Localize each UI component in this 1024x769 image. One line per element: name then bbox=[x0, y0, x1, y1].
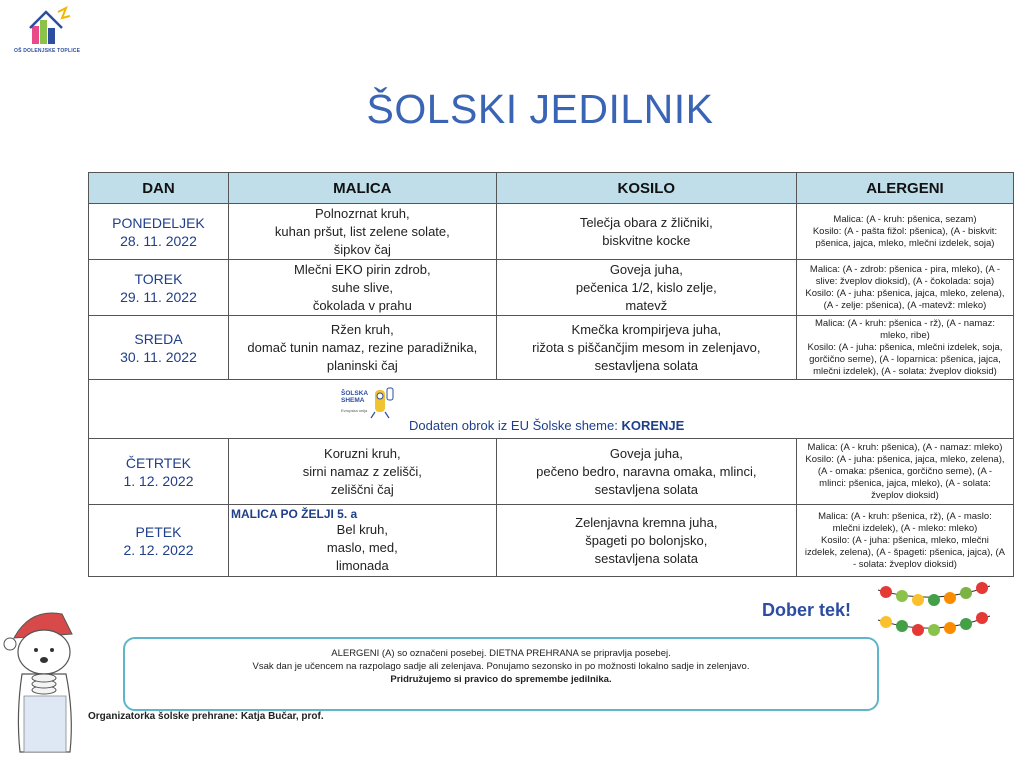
day-name: ČETRTEK bbox=[125, 454, 192, 471]
table-row bbox=[89, 439, 1014, 505]
school-scheme-cell bbox=[89, 380, 1014, 439]
meal-line: suhe slive, bbox=[331, 279, 394, 295]
logo-caption: OŠ DOLENJSKE TOPLICE bbox=[14, 48, 81, 54]
school-scheme-logo-sub: Evropska unija bbox=[341, 408, 368, 413]
notice-line-2: Vsak dan je učencem na razpolago sadje ali zelenjava. Ponujamo sezonsko in po možnosti lokalno sadje in zelenjavo. bbox=[252, 661, 750, 672]
meal-line: planinski čaj bbox=[326, 357, 398, 373]
day-cell bbox=[89, 316, 229, 380]
day-name: PONEDELJEK bbox=[112, 214, 205, 231]
alergeni-cell bbox=[796, 439, 1013, 505]
meal-line: rižota s piščančjim mesom in zelenjavo, bbox=[532, 339, 761, 355]
allergen-line: Kosilo: (A - juha: pšenica, mleko, mlečni bbox=[821, 534, 989, 546]
meal-line: čokolada v prahu bbox=[312, 297, 412, 313]
allergen-line: Kosilo: (A - pašta fižol: pšenica), (A - biskvit: bbox=[812, 225, 998, 237]
header-alergeni: ALERGENI bbox=[796, 173, 1013, 204]
allergen-line: mleko, ribe) bbox=[880, 329, 930, 341]
header-dan: DAN bbox=[89, 173, 229, 204]
day-name: TOREK bbox=[134, 270, 183, 287]
notice-box bbox=[123, 637, 879, 711]
malica-cell bbox=[228, 260, 496, 316]
meal-line: sirni namaz z zelišči, bbox=[302, 463, 422, 479]
day-cell bbox=[89, 439, 229, 505]
allergen-line: gorčično seme), (A - loparnica: pšenica, jajca, bbox=[809, 353, 1001, 365]
allergen-line: Kosilo: (A - juha: pšenica, mlečni izdelek, soja, bbox=[807, 341, 1003, 353]
meal-line: Bel kruh, bbox=[336, 521, 388, 537]
table-row bbox=[89, 316, 1014, 380]
school-scheme-label: Dodaten obrok iz EU Šolske sheme: bbox=[409, 418, 622, 433]
header-malica: MALICA bbox=[228, 173, 496, 204]
malica-wish-title: MALICA PO ŽELJI 5. a bbox=[230, 506, 358, 521]
bear-mascot-icon bbox=[0, 604, 92, 764]
allergen-line: mlinci: pšenica, jajca, mleko), (A - solata: bbox=[819, 477, 991, 489]
allergen-line: Malica: (A - kruh: pšenica, sezam) bbox=[833, 213, 977, 225]
allergen-line: - solata: žveplov dioksid) bbox=[852, 558, 957, 570]
alergeni-cell bbox=[796, 260, 1013, 316]
meal-line: sestavljena solata bbox=[594, 550, 698, 566]
allergen-line: Kosilo: (A - juha: pšenica, jajca, mleko, zelena), bbox=[805, 287, 1005, 299]
allergen-line: izdelek, zelena), (A - špageti: pšenica, jajca), (A bbox=[804, 546, 1006, 558]
meal-line: kuhan pršut, list zelene solate, bbox=[274, 223, 450, 239]
allergen-line: Malica: (A - kruh: pšenica - rž), (A - namaz: bbox=[814, 317, 995, 329]
allergen-line: mlečni izdelek), (A - solata: žveplov dioksid) bbox=[813, 365, 997, 377]
meal-line: Goveja juha, bbox=[609, 445, 683, 461]
meal-line: biskvitne kocke bbox=[602, 232, 691, 248]
day-date: 30. 11. 2022 bbox=[120, 348, 197, 365]
allergen-line: Malica: (A - kruh: pšenica), (A - namaz: mleko) bbox=[807, 441, 1003, 453]
alergeni-cell bbox=[796, 204, 1013, 260]
meal-line: špageti po bolonjsko, bbox=[585, 532, 708, 548]
day-cell bbox=[89, 204, 229, 260]
meal-line: Polnozrnat kruh, bbox=[314, 205, 410, 221]
allergen-line: slive: žveplov dioksid), (A - čokolada: soja) bbox=[815, 275, 995, 287]
malica-cell bbox=[228, 316, 496, 380]
meal-line: pečeno bedro, naravna omaka, mlinci, bbox=[536, 463, 757, 479]
meal-line: šipkov čaj bbox=[333, 241, 391, 257]
meal-line: Goveja juha, bbox=[609, 261, 683, 277]
school-scheme-highlight: KORENJE bbox=[621, 418, 685, 433]
vegetables-garland-icon bbox=[874, 576, 994, 646]
meal-line: sestavljena solata bbox=[594, 357, 698, 373]
notice-line-3: Pridružujemo si pravico do spremembe jedilnika. bbox=[390, 674, 612, 685]
meal-line: matevž bbox=[625, 297, 668, 313]
notice-line-1: ALERGENI (A) so označeni posebej. DIETNA PREHRANA se pripravlja posebej. bbox=[331, 648, 671, 659]
meal-line: Kmečka krompirjeva juha, bbox=[571, 321, 722, 337]
allergen-line: Malica: (A - kruh: pšenica, rž), (A - maslo: bbox=[818, 510, 992, 522]
kosilo-cell bbox=[496, 260, 796, 316]
alergeni-cell bbox=[796, 505, 1013, 577]
header-kosilo: KOSILO bbox=[496, 173, 796, 204]
meal-line: zeliščni čaj bbox=[330, 481, 394, 497]
school-scheme-text bbox=[409, 418, 684, 433]
kosilo-cell bbox=[496, 439, 796, 505]
table-row bbox=[89, 260, 1014, 316]
menu-table bbox=[88, 172, 1014, 577]
table-row bbox=[89, 204, 1014, 260]
meal-line: domač tunin namaz, rezine paradižnika, bbox=[247, 339, 478, 355]
allergen-line: pšenica, jajca, mleko, mlečni izdelek, soja) bbox=[815, 237, 995, 249]
meal-line: limonada bbox=[335, 557, 389, 573]
allergen-line: žveplov dioksid) bbox=[871, 489, 939, 501]
alergeni-cell bbox=[796, 316, 1013, 380]
meal-line: Koruzni kruh, bbox=[324, 445, 401, 461]
day-date: 2. 12. 2022 bbox=[123, 541, 194, 558]
day-date: 28. 11. 2022 bbox=[120, 232, 197, 249]
meal-line: pečenica 1/2, kislo zelje, bbox=[575, 279, 717, 295]
allergen-line: mlečni izdelek), (A - mleko: mleko) bbox=[832, 522, 978, 534]
meal-line: sestavljena solata bbox=[594, 481, 698, 497]
dober-tek-text: Dober tek! bbox=[762, 600, 852, 620]
allergen-line: (A - omaka: pšenica, gorčično seme), (A - bbox=[817, 465, 993, 477]
day-date: 1. 12. 2022 bbox=[123, 472, 194, 489]
meal-line: maslo, med, bbox=[326, 539, 398, 555]
organizer-text: Organizatorka šolske prehrane: Katja Bučar, prof. bbox=[88, 711, 324, 722]
meal-line: Telečja obara z žličniki, bbox=[579, 214, 713, 230]
school-scheme-logo bbox=[341, 386, 397, 420]
day-name: SREDA bbox=[134, 330, 183, 347]
allergen-line: (A - zelje: pšenica), (A -matevž: mleko) bbox=[823, 299, 987, 311]
day-name: PETEK bbox=[135, 523, 182, 540]
kosilo-cell bbox=[496, 505, 796, 577]
kosilo-cell bbox=[496, 204, 796, 260]
malica-cell bbox=[228, 204, 496, 260]
meal-line: Ržen kruh, bbox=[330, 321, 394, 337]
school-scheme-logo-text: ŠOLSKA SHEMA bbox=[341, 390, 368, 404]
table-row bbox=[89, 505, 1014, 577]
kosilo-cell bbox=[496, 316, 796, 380]
malica-cell bbox=[228, 505, 496, 577]
allergen-line: Malica: (A - zdrob: pšenica - pira, mleko), (A - bbox=[809, 263, 1000, 275]
meal-line: Zelenjavna kremna juha, bbox=[575, 514, 718, 530]
day-cell bbox=[89, 260, 229, 316]
malica-cell bbox=[228, 439, 496, 505]
day-cell bbox=[89, 505, 229, 577]
table-header-row bbox=[89, 173, 1014, 204]
page-title: ŠOLSKI JEDILNIK bbox=[366, 86, 714, 132]
allergen-line: Kosilo: (A - juha: pšenica, jajca, mleko, zelena), bbox=[805, 453, 1005, 465]
school-scheme-row bbox=[89, 380, 1014, 439]
day-date: 29. 11. 2022 bbox=[120, 288, 197, 305]
meal-line: Mlečni EKO pirin zdrob, bbox=[294, 261, 431, 277]
